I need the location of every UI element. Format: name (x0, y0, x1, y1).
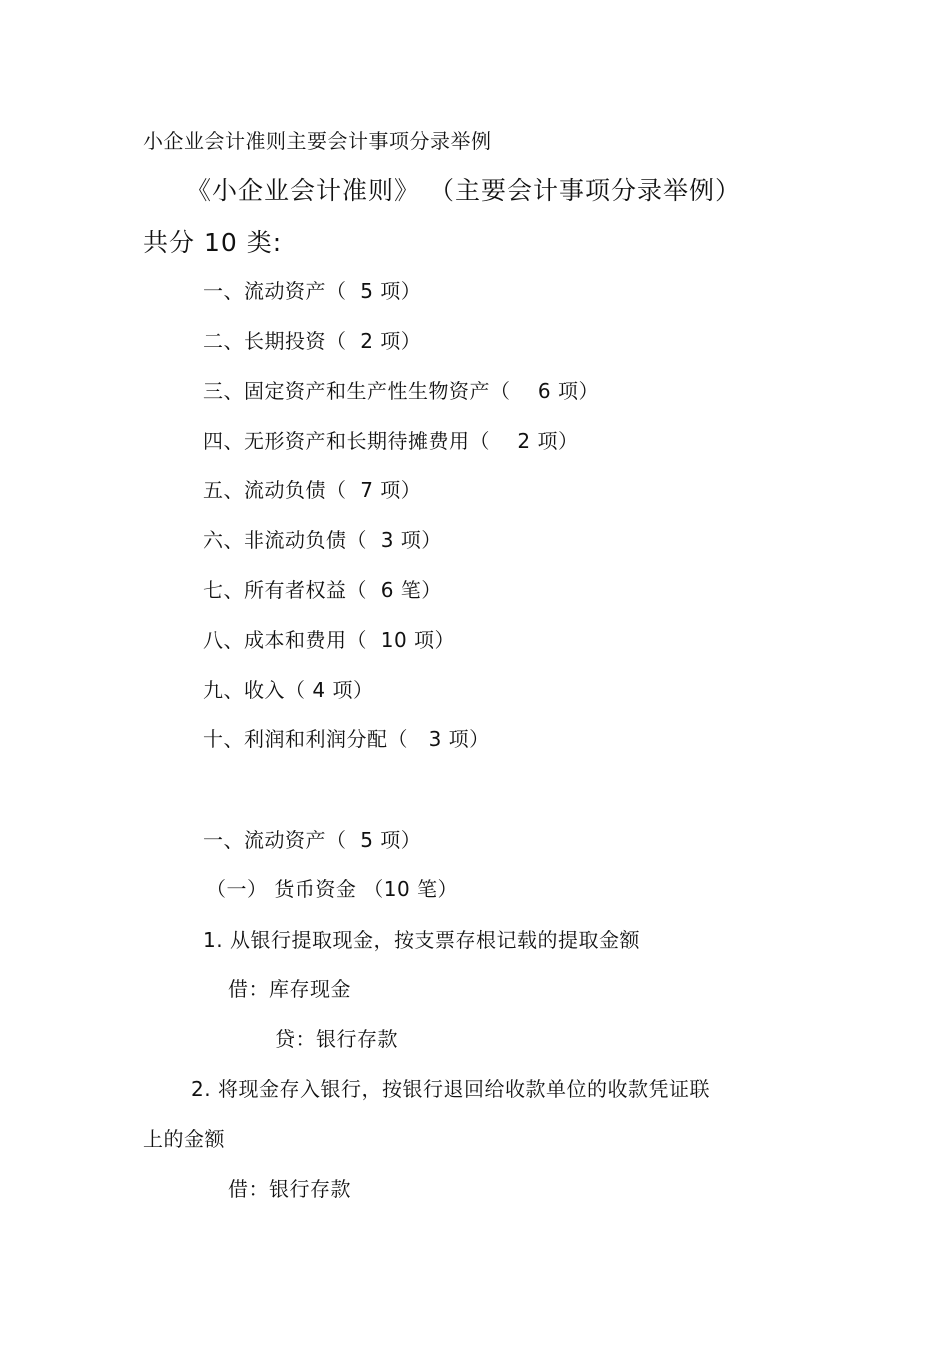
document-header: 小企业会计准则主要会计事项分录举例 (143, 129, 492, 153)
entry-credit: 贷：银行存款 (275, 1027, 398, 1051)
document-title: 《小企业会计准则》 （主要会计事项分录举例） (186, 176, 741, 205)
entry-description: 2. 将现金存入银行，按银行退回给收款单位的收款凭证联 (191, 1077, 710, 1101)
category-item: 六、非流动负债（ 3 项） (203, 528, 442, 552)
category-item: 一、流动资产（ 5 项） (203, 279, 422, 303)
category-item: 四、无形资产和长期待摊费用（ 2 项） (203, 429, 579, 453)
subsection-heading: （一） 货币资金 （10 笔） (206, 877, 459, 901)
entry-debit: 借：银行存款 (228, 1177, 351, 1201)
entry-debit: 借：库存现金 (228, 977, 351, 1001)
category-count: 共分 10 类: (143, 228, 283, 257)
entry-description-continued: 上的金额 (143, 1127, 225, 1151)
section-heading: 一、流动资产（ 5 项） (203, 828, 422, 852)
category-item: 七、所有者权益（ 6 笔） (203, 578, 442, 602)
category-item: 三、固定资产和生产性生物资产（ 6 项） (203, 379, 600, 403)
category-item: 九、收入（ 4 项） (203, 678, 374, 702)
entry-description: 1. 从银行提取现金，按支票存根记载的提取金额 (203, 928, 640, 952)
category-item: 二、长期投资（ 2 项） (203, 329, 422, 353)
category-item: 十、利润和利润分配（ 3 项） (203, 727, 490, 751)
category-item: 五、流动负债（ 7 项） (203, 478, 422, 502)
category-item: 八、成本和费用（ 10 项） (203, 628, 456, 652)
